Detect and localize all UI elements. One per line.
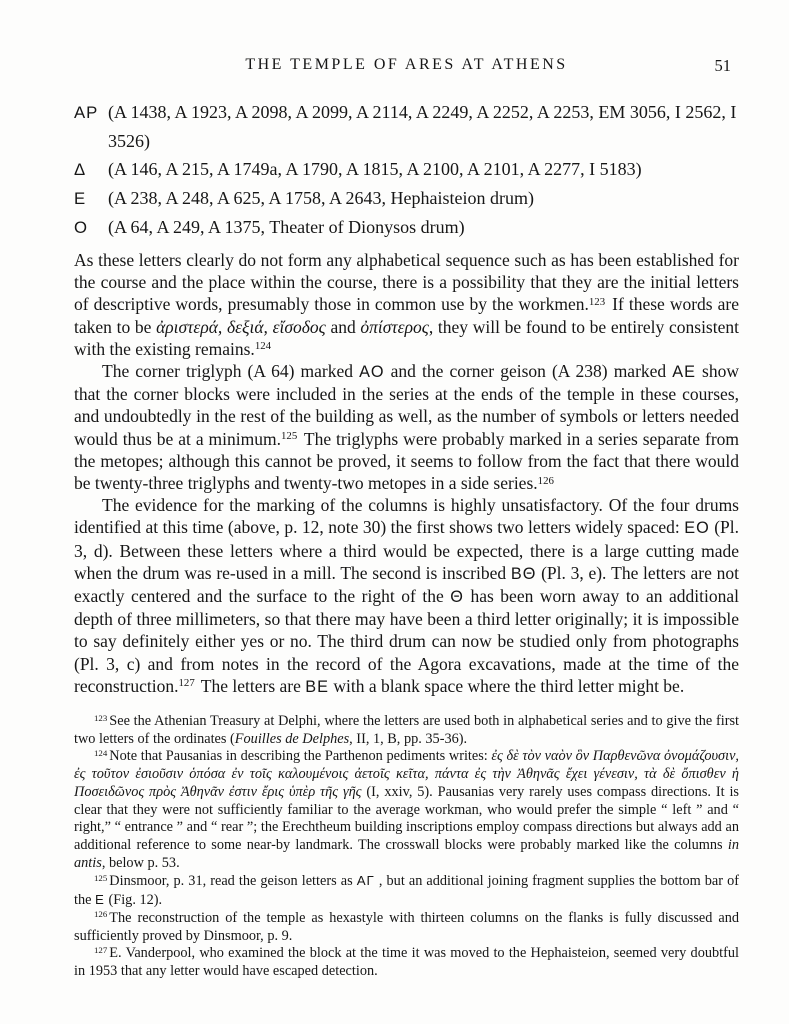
mason-mark-symbol: O (74, 218, 89, 237)
mason-mark-symbol: Δ (74, 160, 87, 179)
body-text (74, 249, 739, 698)
page-title: THE TEMPLE OF ARES AT ATHENS (245, 56, 568, 73)
mark-entries: (A 146, A 215, A 1749a, A 1790, A 1815, A 2100, A 2101, A 2277, I 5183) (108, 159, 642, 179)
footnote-123 (74, 713, 739, 748)
mason-mark-symbol: E (74, 189, 87, 208)
paragraph-letters-sequence: As these letters clearly do not form any alphabetical sequence such as has been established for the course and the place within the course, there is a possibility that they are the initial letters of descriptive words, presumably those in common use by the workmen.$^{123}$ If these words are taken to be ἀριστερά, δεξιά, εἴσοδος and ὀπίστερος, they will be found to be entirely consistent with the existing remains.$^{124}$ (74, 250, 739, 359)
footnote-number: 127 (94, 944, 108, 955)
footnote-126 (74, 910, 739, 945)
page-number: 51 (714, 56, 731, 75)
footnote-text: E. Vanderpool, who examined the block at the time it was moved to the Hephaisteion, seemed very doubtful in 1953 that any letter would have escaped detection. (74, 945, 739, 979)
footnote-127 (74, 945, 739, 980)
mason-mark-symbol: AP (74, 103, 99, 122)
mark-entries: (A 64, A 249, A 1375, Theater of Dionysos drum) (108, 217, 465, 237)
mark-entries: (A 1438, A 1923, A 2098, A 2099, A 2114, A 2249, A 2252, A 2253, EM 3056, I 2562, I 3526) (108, 102, 737, 151)
footnote-number: 123 (94, 712, 108, 723)
paragraph-corner-blocks: The corner triglyph (A 64) marked AO and the corner geison (A 238) marked AE show that the corner blocks were included in the series at the ends of the temple in these courses, and undoubtedly in the rest of the building as well, as the number of symbols or letters needed would thus be at a minimum.$^{125}$ The triglyphs were probably marked in a series separate from the metopes; although this cannot be proved, it seems to follow from the fact that there would be twenty-three triglyphs and twenty-two metopes in a side series.$^{126}$ (74, 361, 740, 494)
footnote-number: 125 (94, 872, 108, 883)
footnotes-section (74, 713, 739, 981)
footnote-text: See the Athenian Treasury at Delphi, where the letters are used both in alphabetical series and to give the first two letters of the ordinates (Fouilles de Delphes, II, 1, B, pp. 35-36). (74, 713, 739, 747)
mason-mark-list (74, 98, 739, 242)
mark-row-ap (74, 98, 739, 155)
mark-row-o (74, 213, 739, 242)
mark-entries: (A 238, A 248, A 625, A 1758, A 2643, Hephaisteion drum) (108, 188, 535, 208)
footnote-text: Dinsmoor, p. 31, read the geison letters as AΓ , but an additional joining fragment supplies the bottom bar of the E (Fig. 12). (74, 873, 739, 909)
paragraph-column-drums: The evidence for the marking of the columns is highly unsatisfactory. Of the four drums identified at this time (above, p. 12, note 30) the first shows two letters widely spaced: EO (Pl. 3, d). Between these letters where a third would be expected, there is a large cutting made when the drum was re-used in a mill. The second is inscribed BΘ (Pl. 3, e). The letters are not exactly centered and the surface to the right of the Θ has been worn away to an additional depth of three millimeters, so that there may have been a third letter originally; it is impossible to say definitely either yes or no. The third drum can now be studied only from photographs (Pl. 3, c) and from notes in the record of the Agora excavations, made at the time of the reconstruction.$^{127}$ The letters are BE with a blank space where the third letter might be. (74, 495, 739, 696)
footnote-124 (74, 748, 739, 872)
mark-row-delta (74, 155, 739, 184)
footnote-number: 126 (94, 909, 108, 920)
footnote-text: Note that Pausanias in describing the Parthenon pediments writes: ἐς δὲ τὸν ναὸν ὃν Παρθενῶνα ὀνομάζουσιν, ἐς τοῦτον ἐσιοῦσιν ὁπόσα ἐν τοῖς καλουμένοις ἀετοῖς κεῖτα, πάντα ἐς τὴν Ἀθηνᾶς ἔχει γένεσιν, τὰ δὲ ὄπισθεν ἡ Ποσειδῶνος πρὸς Ἀθηνᾶν ἐστιν ἔρις ὑπὲρ τῆς γῆς (I, xxiv, 5). Pausanias very rarely uses compass directions. It is clear that they were not sufficiently familiar to the average workman, who would prefer the simple “ left ” and “ right,” “ entrance ” and “ rear ”; the Erechtheum building inscriptions employ compass directions but always add an additional reference to some near-by landmark. The crosswall blocks were probably marked like the columns in antis, below p. 53. (74, 748, 739, 871)
mark-row-e (74, 184, 739, 213)
footnote-125 (74, 872, 739, 909)
footnote-number: 124 (94, 748, 108, 759)
running-head (74, 56, 739, 78)
footnote-text: The reconstruction of the temple as hexastyle with thirteen columns on the flanks is fully discussed and sufficiently proved by Dinsmoor, p. 9. (74, 909, 739, 944)
